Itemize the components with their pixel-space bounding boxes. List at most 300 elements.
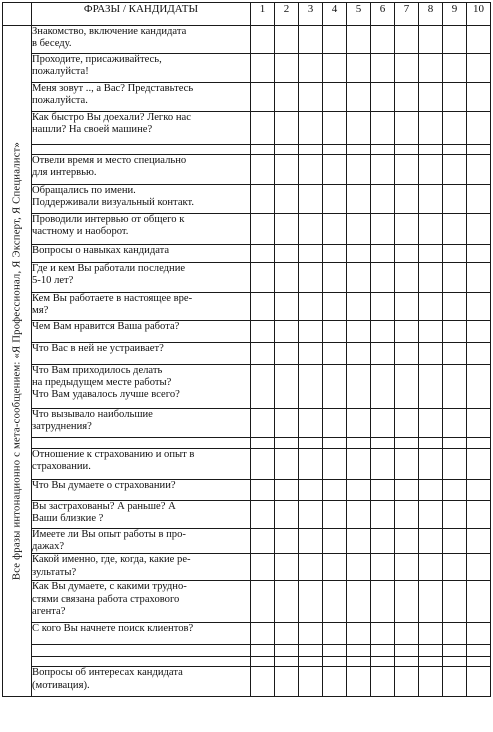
score-cell[interactable] [419, 409, 443, 438]
score-cell[interactable] [467, 581, 491, 623]
score-cell[interactable] [251, 657, 275, 667]
score-cell[interactable] [323, 54, 347, 83]
score-cell[interactable] [467, 263, 491, 293]
score-cell[interactable] [347, 581, 371, 623]
score-cell[interactable] [371, 245, 395, 263]
score-cell[interactable] [443, 449, 467, 480]
score-cell[interactable] [275, 581, 299, 623]
blank-phrase-cell [32, 438, 251, 449]
score-cell[interactable] [419, 581, 443, 623]
score-cell[interactable] [371, 365, 395, 409]
score-cell[interactable] [419, 155, 443, 185]
score-cell[interactable] [347, 263, 371, 293]
score-cell[interactable] [275, 112, 299, 145]
score-cell[interactable] [323, 657, 347, 667]
score-cell[interactable] [371, 214, 395, 245]
score-cell[interactable] [467, 657, 491, 667]
score-cell[interactable] [323, 321, 347, 343]
score-cell[interactable] [419, 245, 443, 263]
table-row [3, 365, 491, 409]
score-cell[interactable] [371, 26, 395, 54]
score-cell[interactable] [443, 438, 467, 449]
score-cell[interactable] [251, 554, 275, 581]
score-cell[interactable] [275, 263, 299, 293]
score-cell[interactable] [467, 667, 491, 697]
table-row [3, 83, 491, 112]
table-row [3, 409, 491, 438]
score-cell[interactable] [275, 529, 299, 554]
score-cell[interactable] [323, 645, 347, 657]
score-cell[interactable] [347, 409, 371, 438]
score-cell[interactable] [251, 145, 275, 155]
phrase-cell: Вопросы о навыках кандидата [32, 245, 251, 263]
phrase-cell: Что Вам приходилось делать на предыдущем месте работы? Что Вам удавалось лучше всего? [32, 365, 251, 409]
score-cell[interactable] [323, 529, 347, 554]
score-cell[interactable] [443, 83, 467, 112]
score-cell[interactable] [443, 409, 467, 438]
score-cell[interactable] [275, 449, 299, 480]
score-cell[interactable] [323, 409, 347, 438]
score-cell[interactable] [419, 293, 443, 321]
score-cell[interactable] [419, 480, 443, 501]
score-cell[interactable] [395, 365, 419, 409]
score-cell[interactable] [395, 245, 419, 263]
score-cell[interactable] [419, 343, 443, 365]
score-cell[interactable] [299, 263, 323, 293]
score-cell[interactable] [395, 501, 419, 529]
score-cell[interactable] [371, 83, 395, 112]
table-row [3, 343, 491, 365]
score-cell[interactable] [419, 449, 443, 480]
score-cell[interactable] [275, 343, 299, 365]
table-row [3, 112, 491, 145]
score-cell[interactable] [371, 438, 395, 449]
score-cell[interactable] [371, 529, 395, 554]
score-cell[interactable] [371, 145, 395, 155]
score-cell[interactable] [323, 185, 347, 214]
score-cell[interactable] [419, 145, 443, 155]
score-cell[interactable] [251, 54, 275, 83]
score-cell[interactable] [251, 83, 275, 112]
score-cell[interactable] [347, 554, 371, 581]
score-cell[interactable] [395, 667, 419, 697]
score-cell[interactable] [347, 185, 371, 214]
score-cell[interactable] [467, 623, 491, 645]
table-row [3, 623, 491, 645]
candidate-column-header: 6 [371, 3, 395, 26]
score-cell[interactable] [419, 657, 443, 667]
table-row [3, 667, 491, 697]
score-cell[interactable] [467, 480, 491, 501]
score-cell[interactable] [443, 112, 467, 145]
score-cell[interactable] [251, 214, 275, 245]
score-cell[interactable] [323, 501, 347, 529]
score-cell[interactable] [275, 657, 299, 667]
score-cell[interactable] [251, 112, 275, 145]
score-cell[interactable] [275, 623, 299, 645]
score-cell[interactable] [299, 83, 323, 112]
blank-phrase-cell [32, 145, 251, 155]
score-cell[interactable] [419, 112, 443, 145]
score-cell[interactable] [323, 245, 347, 263]
score-cell[interactable] [443, 155, 467, 185]
score-cell[interactable] [419, 438, 443, 449]
score-cell[interactable] [299, 112, 323, 145]
score-cell[interactable] [395, 343, 419, 365]
score-cell[interactable] [275, 321, 299, 343]
phrase-cell: Имеете ли Вы опыт работы в про- дажах? [32, 529, 251, 554]
score-cell[interactable] [347, 83, 371, 112]
table-row [3, 554, 491, 581]
score-cell[interactable] [299, 623, 323, 645]
score-cell[interactable] [251, 263, 275, 293]
score-cell[interactable] [251, 645, 275, 657]
score-cell[interactable] [275, 645, 299, 657]
score-cell[interactable] [443, 657, 467, 667]
score-cell[interactable] [371, 645, 395, 657]
score-cell[interactable] [371, 343, 395, 365]
score-cell[interactable] [467, 293, 491, 321]
score-cell[interactable] [347, 438, 371, 449]
score-cell[interactable] [395, 83, 419, 112]
score-cell[interactable] [371, 501, 395, 529]
score-cell[interactable] [299, 501, 323, 529]
score-cell[interactable] [395, 480, 419, 501]
score-cell[interactable] [323, 343, 347, 365]
score-cell[interactable] [251, 185, 275, 214]
score-cell[interactable] [395, 321, 419, 343]
score-cell[interactable] [371, 554, 395, 581]
phrase-cell: Что Вы думаете о страховании? [32, 480, 251, 501]
table-row [3, 293, 491, 321]
score-cell[interactable] [299, 293, 323, 321]
score-cell[interactable] [467, 112, 491, 145]
score-cell[interactable] [467, 409, 491, 438]
score-cell[interactable] [443, 623, 467, 645]
phrase-cell: Отвели время и место специально для интервью. [32, 155, 251, 185]
score-cell[interactable] [251, 321, 275, 343]
score-cell[interactable] [323, 155, 347, 185]
score-cell[interactable] [371, 263, 395, 293]
score-cell[interactable] [275, 54, 299, 83]
table-row [3, 155, 491, 185]
score-cell[interactable] [371, 185, 395, 214]
score-cell[interactable] [443, 667, 467, 697]
candidate-column-header: 3 [299, 3, 323, 26]
score-cell[interactable] [443, 480, 467, 501]
score-cell[interactable] [347, 293, 371, 321]
score-cell[interactable] [419, 667, 443, 697]
score-cell[interactable] [323, 145, 347, 155]
score-cell[interactable] [251, 343, 275, 365]
score-cell[interactable] [443, 26, 467, 54]
score-cell[interactable] [323, 449, 347, 480]
score-cell[interactable] [443, 554, 467, 581]
score-cell[interactable] [299, 245, 323, 263]
score-cell[interactable] [251, 449, 275, 480]
score-cell[interactable] [323, 26, 347, 54]
score-cell[interactable] [419, 26, 443, 54]
score-cell[interactable] [275, 293, 299, 321]
side-note-cell [3, 26, 32, 697]
score-cell[interactable] [467, 155, 491, 185]
score-cell[interactable] [275, 245, 299, 263]
score-cell[interactable] [467, 554, 491, 581]
score-cell[interactable] [395, 438, 419, 449]
score-cell[interactable] [299, 657, 323, 667]
score-cell[interactable] [467, 343, 491, 365]
score-cell[interactable] [467, 145, 491, 155]
score-cell[interactable] [275, 155, 299, 185]
score-cell[interactable] [347, 529, 371, 554]
score-cell[interactable] [371, 623, 395, 645]
score-cell[interactable] [323, 667, 347, 697]
score-cell[interactable] [395, 529, 419, 554]
score-cell[interactable] [251, 667, 275, 697]
score-cell[interactable] [347, 26, 371, 54]
score-cell[interactable] [467, 449, 491, 480]
phrase-cell: Отношение к страхованию и опыт в страховании. [32, 449, 251, 480]
score-cell[interactable] [347, 214, 371, 245]
phrase-cell: Вопросы об интересах кандидата (мотивация). [32, 667, 251, 697]
score-cell[interactable] [275, 83, 299, 112]
candidate-column-header: 10 [467, 3, 491, 26]
score-cell[interactable] [395, 185, 419, 214]
phrase-cell: Чем Вам нравится Ваша работа? [32, 321, 251, 343]
score-cell[interactable] [443, 293, 467, 321]
score-cell[interactable] [347, 623, 371, 645]
score-cell[interactable] [419, 263, 443, 293]
score-cell[interactable] [419, 321, 443, 343]
phrase-cell: Вы застрахованы? А раньше? А Ваши близкие ? [32, 501, 251, 529]
score-cell[interactable] [395, 112, 419, 145]
score-cell[interactable] [467, 645, 491, 657]
score-cell[interactable] [419, 83, 443, 112]
score-cell[interactable] [275, 554, 299, 581]
score-cell[interactable] [443, 54, 467, 83]
score-cell[interactable] [323, 263, 347, 293]
score-cell[interactable] [299, 667, 323, 697]
score-cell[interactable] [323, 623, 347, 645]
table-body [3, 26, 491, 697]
phrase-cell: Проводили интервью от общего к частному и наоборот. [32, 214, 251, 245]
score-cell[interactable] [323, 365, 347, 409]
score-cell[interactable] [275, 365, 299, 409]
score-cell[interactable] [467, 83, 491, 112]
score-cell[interactable] [251, 529, 275, 554]
score-cell[interactable] [443, 263, 467, 293]
score-cell[interactable] [251, 623, 275, 645]
score-cell[interactable] [299, 26, 323, 54]
score-cell[interactable] [251, 26, 275, 54]
table-row [3, 54, 491, 83]
score-cell[interactable] [275, 501, 299, 529]
phrase-cell: Где и кем Вы работали последние 5-10 лет? [32, 263, 251, 293]
score-cell[interactable] [443, 529, 467, 554]
score-cell[interactable] [251, 501, 275, 529]
score-cell[interactable] [467, 438, 491, 449]
score-cell[interactable] [443, 185, 467, 214]
score-cell[interactable] [347, 667, 371, 697]
score-cell[interactable] [395, 145, 419, 155]
score-cell[interactable] [275, 438, 299, 449]
score-cell[interactable] [347, 365, 371, 409]
score-cell[interactable] [443, 645, 467, 657]
score-cell[interactable] [443, 501, 467, 529]
score-cell[interactable] [371, 54, 395, 83]
score-cell[interactable] [323, 293, 347, 321]
score-cell[interactable] [299, 185, 323, 214]
score-cell[interactable] [347, 501, 371, 529]
score-cell[interactable] [467, 245, 491, 263]
score-cell[interactable] [299, 554, 323, 581]
score-cell[interactable] [395, 657, 419, 667]
score-cell[interactable] [419, 214, 443, 245]
score-cell[interactable] [443, 343, 467, 365]
score-cell[interactable] [275, 480, 299, 501]
score-cell[interactable] [347, 155, 371, 185]
score-cell[interactable] [395, 155, 419, 185]
score-cell[interactable] [299, 409, 323, 438]
score-cell[interactable] [419, 623, 443, 645]
score-cell[interactable] [395, 26, 419, 54]
score-cell[interactable] [251, 409, 275, 438]
score-cell[interactable] [323, 438, 347, 449]
score-cell[interactable] [467, 321, 491, 343]
score-cell[interactable] [419, 645, 443, 657]
score-cell[interactable] [443, 365, 467, 409]
score-cell[interactable] [371, 112, 395, 145]
score-cell[interactable] [347, 145, 371, 155]
score-cell[interactable] [395, 263, 419, 293]
score-cell[interactable] [251, 365, 275, 409]
score-cell[interactable] [323, 581, 347, 623]
score-cell[interactable] [467, 529, 491, 554]
score-cell[interactable] [251, 438, 275, 449]
score-cell[interactable] [443, 245, 467, 263]
score-cell[interactable] [371, 409, 395, 438]
score-cell[interactable] [323, 554, 347, 581]
score-cell[interactable] [251, 293, 275, 321]
phrase-cell: Знакомство, включение кандидата в беседу. [32, 26, 251, 54]
score-cell[interactable] [371, 321, 395, 343]
score-cell[interactable] [347, 54, 371, 83]
phrase-cell: Что Вас в ней не устраивает? [32, 343, 251, 365]
score-cell[interactable] [251, 245, 275, 263]
score-cell[interactable] [299, 529, 323, 554]
score-cell[interactable] [443, 581, 467, 623]
score-cell[interactable] [275, 26, 299, 54]
score-cell[interactable] [371, 667, 395, 697]
score-cell[interactable] [395, 449, 419, 480]
score-cell[interactable] [371, 480, 395, 501]
score-cell[interactable] [347, 321, 371, 343]
score-cell[interactable] [395, 581, 419, 623]
score-cell[interactable] [299, 343, 323, 365]
score-cell[interactable] [371, 155, 395, 185]
score-cell[interactable] [275, 185, 299, 214]
score-cell[interactable] [347, 645, 371, 657]
score-cell[interactable] [419, 501, 443, 529]
phrase-cell: Как Вы думаете, с какими трудно- стями связана работа страхового агента? [32, 581, 251, 623]
score-cell[interactable] [419, 185, 443, 214]
score-cell[interactable] [467, 365, 491, 409]
score-cell[interactable] [419, 365, 443, 409]
score-cell[interactable] [275, 214, 299, 245]
score-cell[interactable] [395, 214, 419, 245]
score-cell[interactable] [299, 449, 323, 480]
score-cell[interactable] [347, 449, 371, 480]
score-cell[interactable] [419, 54, 443, 83]
score-cell[interactable] [275, 667, 299, 697]
score-cell[interactable] [419, 529, 443, 554]
phrase-cell: Как быстро Вы доехали? Легко нас нашли? На своей машине? [32, 112, 251, 145]
score-cell[interactable] [467, 54, 491, 83]
score-cell[interactable] [347, 112, 371, 145]
score-cell[interactable] [323, 83, 347, 112]
score-cell[interactable] [323, 112, 347, 145]
score-cell[interactable] [299, 438, 323, 449]
score-cell[interactable] [347, 245, 371, 263]
table-row [3, 529, 491, 554]
score-cell[interactable] [395, 293, 419, 321]
score-cell[interactable] [467, 26, 491, 54]
score-cell[interactable] [299, 365, 323, 409]
score-cell[interactable] [275, 409, 299, 438]
table-row [3, 26, 491, 54]
score-cell[interactable] [443, 145, 467, 155]
score-cell[interactable] [443, 214, 467, 245]
score-cell[interactable] [347, 343, 371, 365]
candidate-column-header: 5 [347, 3, 371, 26]
score-cell[interactable] [323, 480, 347, 501]
score-cell[interactable] [395, 645, 419, 657]
candidate-evaluation-table [2, 2, 491, 697]
score-cell[interactable] [347, 480, 371, 501]
score-cell[interactable] [395, 623, 419, 645]
score-cell[interactable] [347, 657, 371, 667]
score-cell[interactable] [371, 657, 395, 667]
score-cell[interactable] [467, 214, 491, 245]
score-cell[interactable] [299, 480, 323, 501]
score-cell[interactable] [323, 214, 347, 245]
score-cell[interactable] [251, 155, 275, 185]
score-cell[interactable] [299, 155, 323, 185]
score-cell[interactable] [299, 321, 323, 343]
score-cell[interactable] [395, 554, 419, 581]
score-cell[interactable] [299, 581, 323, 623]
score-cell[interactable] [299, 145, 323, 155]
score-cell[interactable] [371, 449, 395, 480]
score-cell[interactable] [467, 185, 491, 214]
score-cell[interactable] [419, 554, 443, 581]
candidate-column-header: 7 [395, 3, 419, 26]
score-cell[interactable] [299, 214, 323, 245]
score-cell[interactable] [299, 645, 323, 657]
score-cell[interactable] [299, 54, 323, 83]
score-cell[interactable] [395, 409, 419, 438]
score-cell[interactable] [275, 145, 299, 155]
candidate-column-header: 9 [443, 3, 467, 26]
score-cell[interactable] [251, 480, 275, 501]
score-cell[interactable] [371, 293, 395, 321]
score-cell[interactable] [443, 321, 467, 343]
score-cell[interactable] [467, 501, 491, 529]
score-cell[interactable] [371, 581, 395, 623]
table-row [3, 581, 491, 623]
score-cell[interactable] [395, 54, 419, 83]
score-cell[interactable] [251, 581, 275, 623]
